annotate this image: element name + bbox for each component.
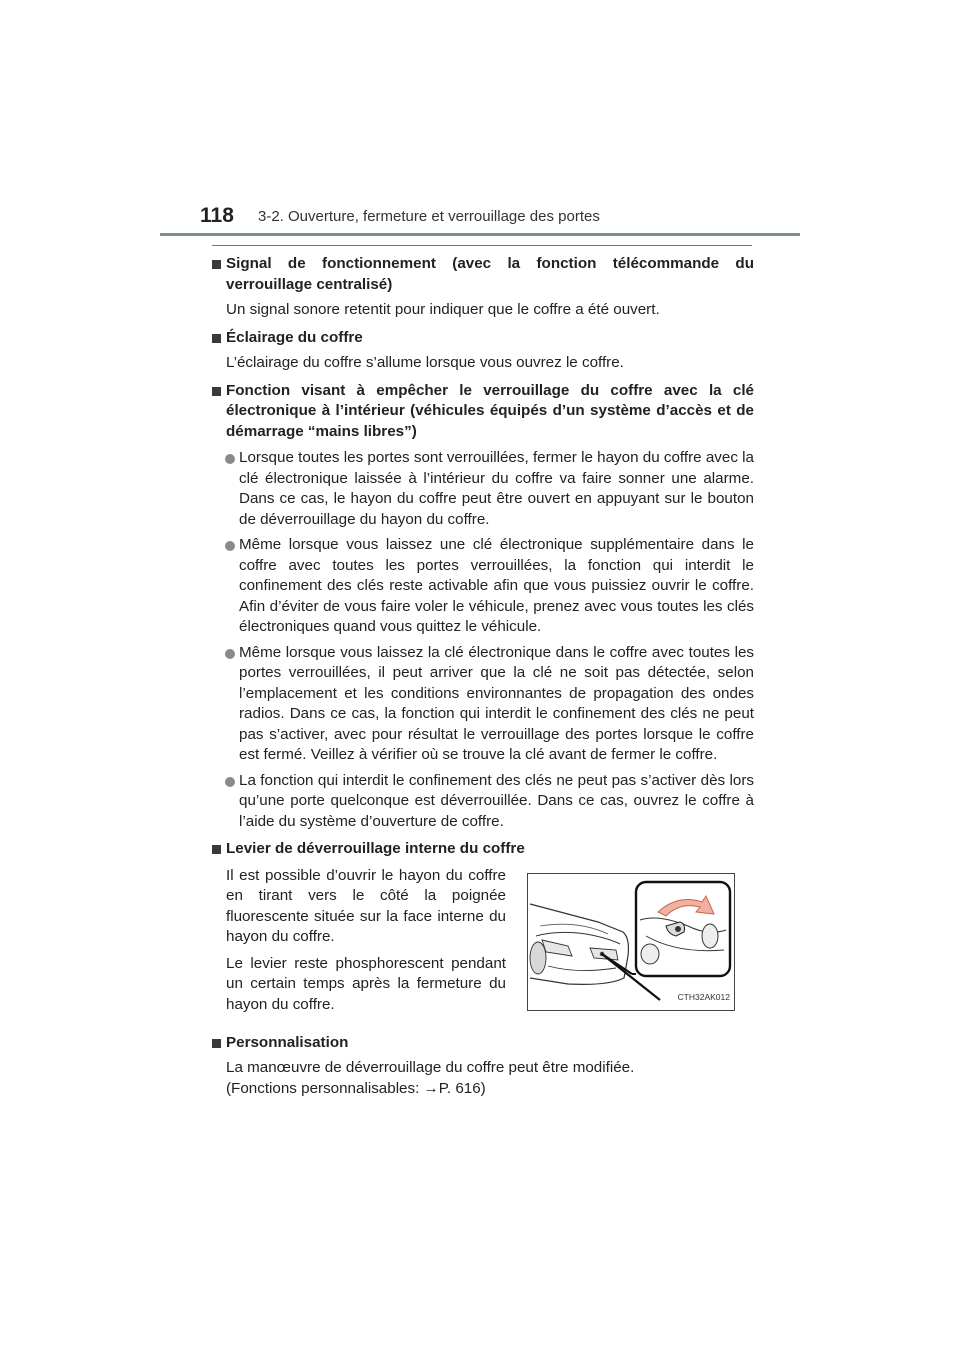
section-title: Fonction visant à empêcher le verrouillage du coffre avec la clé électronique à l’intérieur (véhicules équipés d’un système d’accès et de démarrage “mains libres”) (226, 381, 754, 440)
header-rule (160, 233, 800, 236)
content-divider (212, 245, 752, 246)
section-heading (212, 1033, 754, 1054)
section-key-lock-prevention (212, 381, 754, 833)
square-bullet-icon (212, 387, 221, 396)
paragraph: Le levier reste phosphorescent pendant un certain temps après la fermeture du hayon du coffre. (226, 954, 506, 1013)
section-heading (212, 328, 754, 349)
bullet-text: Même lorsque vous laissez une clé électronique supplémentaire dans le coffre avec toutes les portes verrouillées, la fonction qui interdit le confinement des clés reste activable afin que vous puissiez ouvrir le coffre. Afin d’éviter de vous faire voler le véhicule, prenez avec vous toutes les clés électroniques quand vous quittez le véhicule. (239, 536, 754, 635)
lever-description (226, 866, 506, 1022)
page-content (212, 254, 754, 1106)
bullet-text: Même lorsque vous laissez la clé électronique dans le coffre avec toutes les portes verrouillées, il peut arriver que la clé ne soit pas détectée, selon l’emplacement et les conditions environnantes de propagation des ondes radios. Dans ce cas, la fonction qui interdit le confinement des clés ne peut pas s’activer, avec pour résultat le verrouillage des portes lorsque le coffre est fermé. Veillez à vérifier où se trouve la clé avant de fermer le coffre. (239, 643, 754, 763)
square-bullet-icon (212, 1039, 221, 1048)
bullet-list (212, 448, 754, 832)
square-bullet-icon (212, 260, 221, 269)
section-title: Personnalisation (226, 1033, 349, 1051)
section-customization (212, 1033, 754, 1100)
circle-bullet-icon (225, 541, 235, 551)
list-item (212, 771, 754, 833)
section-title: Éclairage du coffre (226, 328, 363, 346)
section-body: Un signal sonore retentit pour indiquer que le coffre a été ouvert. (226, 301, 660, 318)
body-line: La manœuvre de déverrouillage du coffre peut être modifiée. (226, 1059, 635, 1076)
list-item (212, 643, 754, 766)
page-reference: (Fonctions personnalisables: →P. 616) (226, 1079, 486, 1097)
square-bullet-icon (212, 334, 221, 343)
section-title: Levier de déverrouillage interne du coffre (226, 840, 525, 857)
section-heading (212, 254, 754, 295)
list-item (212, 448, 754, 530)
page-header (0, 200, 960, 240)
chapter-title: 3-2. Ouverture, fermeture et verrouillage des portes (258, 208, 600, 225)
section-body (212, 1058, 754, 1099)
square-bullet-icon (212, 845, 221, 854)
list-item (212, 535, 754, 638)
lever-block (212, 866, 754, 1026)
section-signal (212, 254, 754, 321)
section-body: L’éclairage du coffre s’allume lorsque vous ouvrez le coffre. (226, 354, 624, 371)
circle-bullet-icon (225, 649, 235, 659)
section-title: Signal de fonctionnement (avec la fonction télécommande du verrouillage centralisé) (226, 255, 754, 293)
circle-bullet-icon (225, 777, 235, 787)
section-lighting (212, 328, 754, 374)
figure-code: CTH32AK012 (677, 992, 730, 1002)
trunk-lever-illustration (527, 873, 735, 1011)
page-number: 118 (200, 204, 234, 227)
bullet-text: La fonction qui interdit le confinement des clés ne peut pas s’activer dès lors qu’une porte quelconque est déverrouillée. Dans ce cas, ouvrez le coffre à l’aide du système d’ouverture de coffre. (239, 771, 754, 830)
bullet-text: Lorsque toutes les portes sont verrouillées, fermer le hayon du coffre avec la clé électronique laissée à l’intérieur du coffre va faire sonner une alarme. Dans ce cas, le hayon du coffre peut être ouvert en appuyant sur le bouton de déverrouillage du hayon du coffre. (239, 449, 754, 528)
section-heading (212, 839, 754, 860)
section-release-lever (212, 839, 754, 1026)
circle-bullet-icon (225, 454, 235, 464)
paragraph: Il est possible d’ouvrir le hayon du coffre en tirant vers le côté la poignée fluorescente située sur la face interne du hayon du coffre. (226, 866, 506, 945)
section-heading (212, 381, 754, 443)
